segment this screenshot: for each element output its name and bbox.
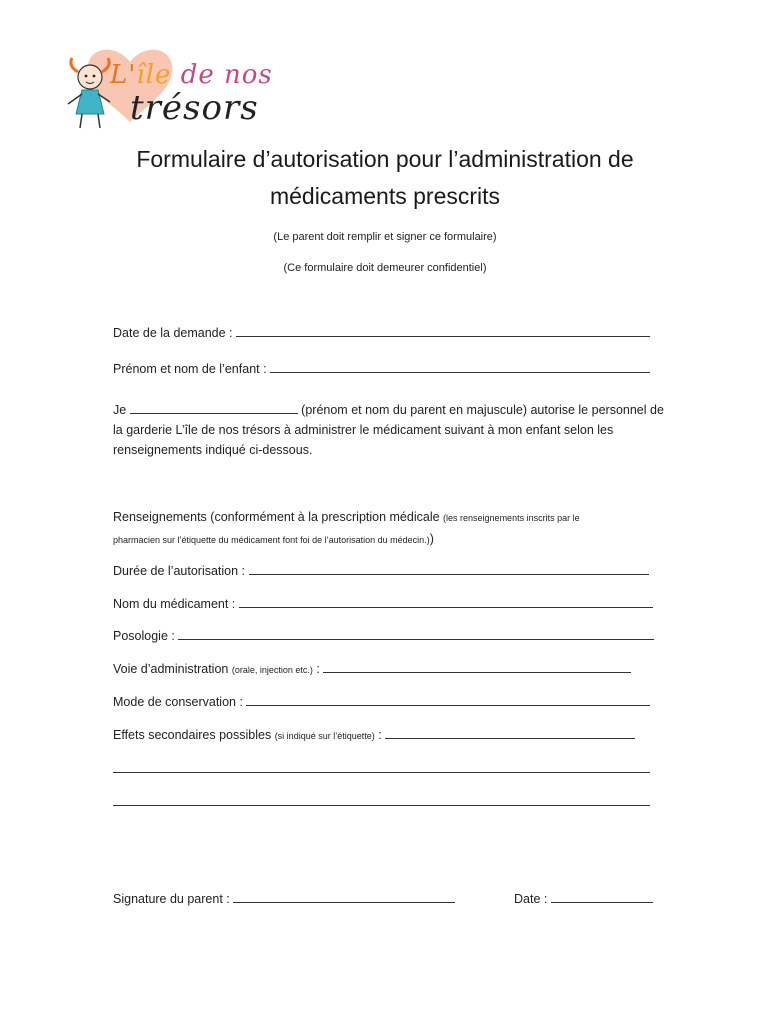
renseignements-heading-row [113,510,580,524]
child-name-field [113,360,650,376]
conservation-field [113,693,650,709]
signature-date-blank[interactable] [551,890,653,903]
renseignements-note-row [113,532,434,546]
renseignements-close: ) [429,532,434,546]
voie-label: Voie d’administration [113,662,229,676]
form-title-line2: médicaments prescrits [269,183,501,209]
authorization-text-2: personnel de la garderie L’île de nos trésors à administrer le médicament suivant à mon enfant selon les renseignements indiqué ci-dessous. [113,403,664,457]
date-demande-field [113,324,650,340]
logo-text-line1: L'île de nos [110,60,273,90]
effets-blank[interactable] [385,726,635,739]
child-name-label: Prénom et nom de l’enfant : [113,362,267,376]
effets-field [113,726,635,742]
authorization-text-1: (prénom et nom du parent en majuscule) autorise le [301,403,589,417]
daycare-logo [60,42,273,137]
signature-date-field [514,890,653,906]
voie-blank[interactable] [323,660,631,673]
parent-name-blank[interactable] [130,401,298,414]
renseignements-note-a: (les renseignements inscrits par le [443,513,580,523]
effets-label: Effets secondaires possibles [113,728,272,742]
effets-extra-line-1[interactable] [113,772,650,773]
date-demande-label: Date de la demande : [113,326,233,340]
signature-field [113,890,455,906]
posologie-label: Posologie : [113,629,175,643]
date-demande-blank[interactable] [236,324,650,337]
effets-note: (si indiqué sur l’étiquette) [274,731,375,741]
voie-colon: : [316,662,320,676]
voie-field [113,660,631,676]
posologie-field [113,627,654,643]
duree-blank[interactable] [249,562,649,575]
confidential-note: (Ce formulaire doit demeurer confidentiel) [283,262,487,274]
duree-label: Durée de l’autorisation : [113,564,246,578]
je-label: Je [113,403,127,417]
form-title-line1: Formulaire d’autorisation pour l’administration de [136,146,634,172]
effets-extra-line-2[interactable] [113,805,650,806]
voie-note: (orale, injection etc.) [231,665,313,675]
child-name-blank[interactable] [270,360,650,373]
signature-blank[interactable] [233,890,455,903]
conservation-blank[interactable] [246,693,650,706]
medicament-field [113,595,653,611]
signature-label: Signature du parent : [113,892,230,906]
renseignements-note-b: pharmacien sur l’étiquette du médicament font foi de l’autorisation du médecin.) [113,535,430,545]
conservation-label: Mode de conservation : [113,695,243,709]
duree-field [113,562,649,578]
authorization-paragraph [113,400,673,460]
renseignements-heading: Renseignements (conformément à la prescription médicale [113,510,440,524]
signature-date-label: Date : [514,892,548,906]
medicament-label: Nom du médicament : [113,597,236,611]
effets-colon: : [378,728,382,742]
medicament-blank[interactable] [239,595,653,608]
posologie-blank[interactable] [178,627,654,640]
logo-text-line2: trésors [130,88,259,128]
instruction-note: (Le parent doit remplir et signer ce formulaire) [273,231,497,243]
